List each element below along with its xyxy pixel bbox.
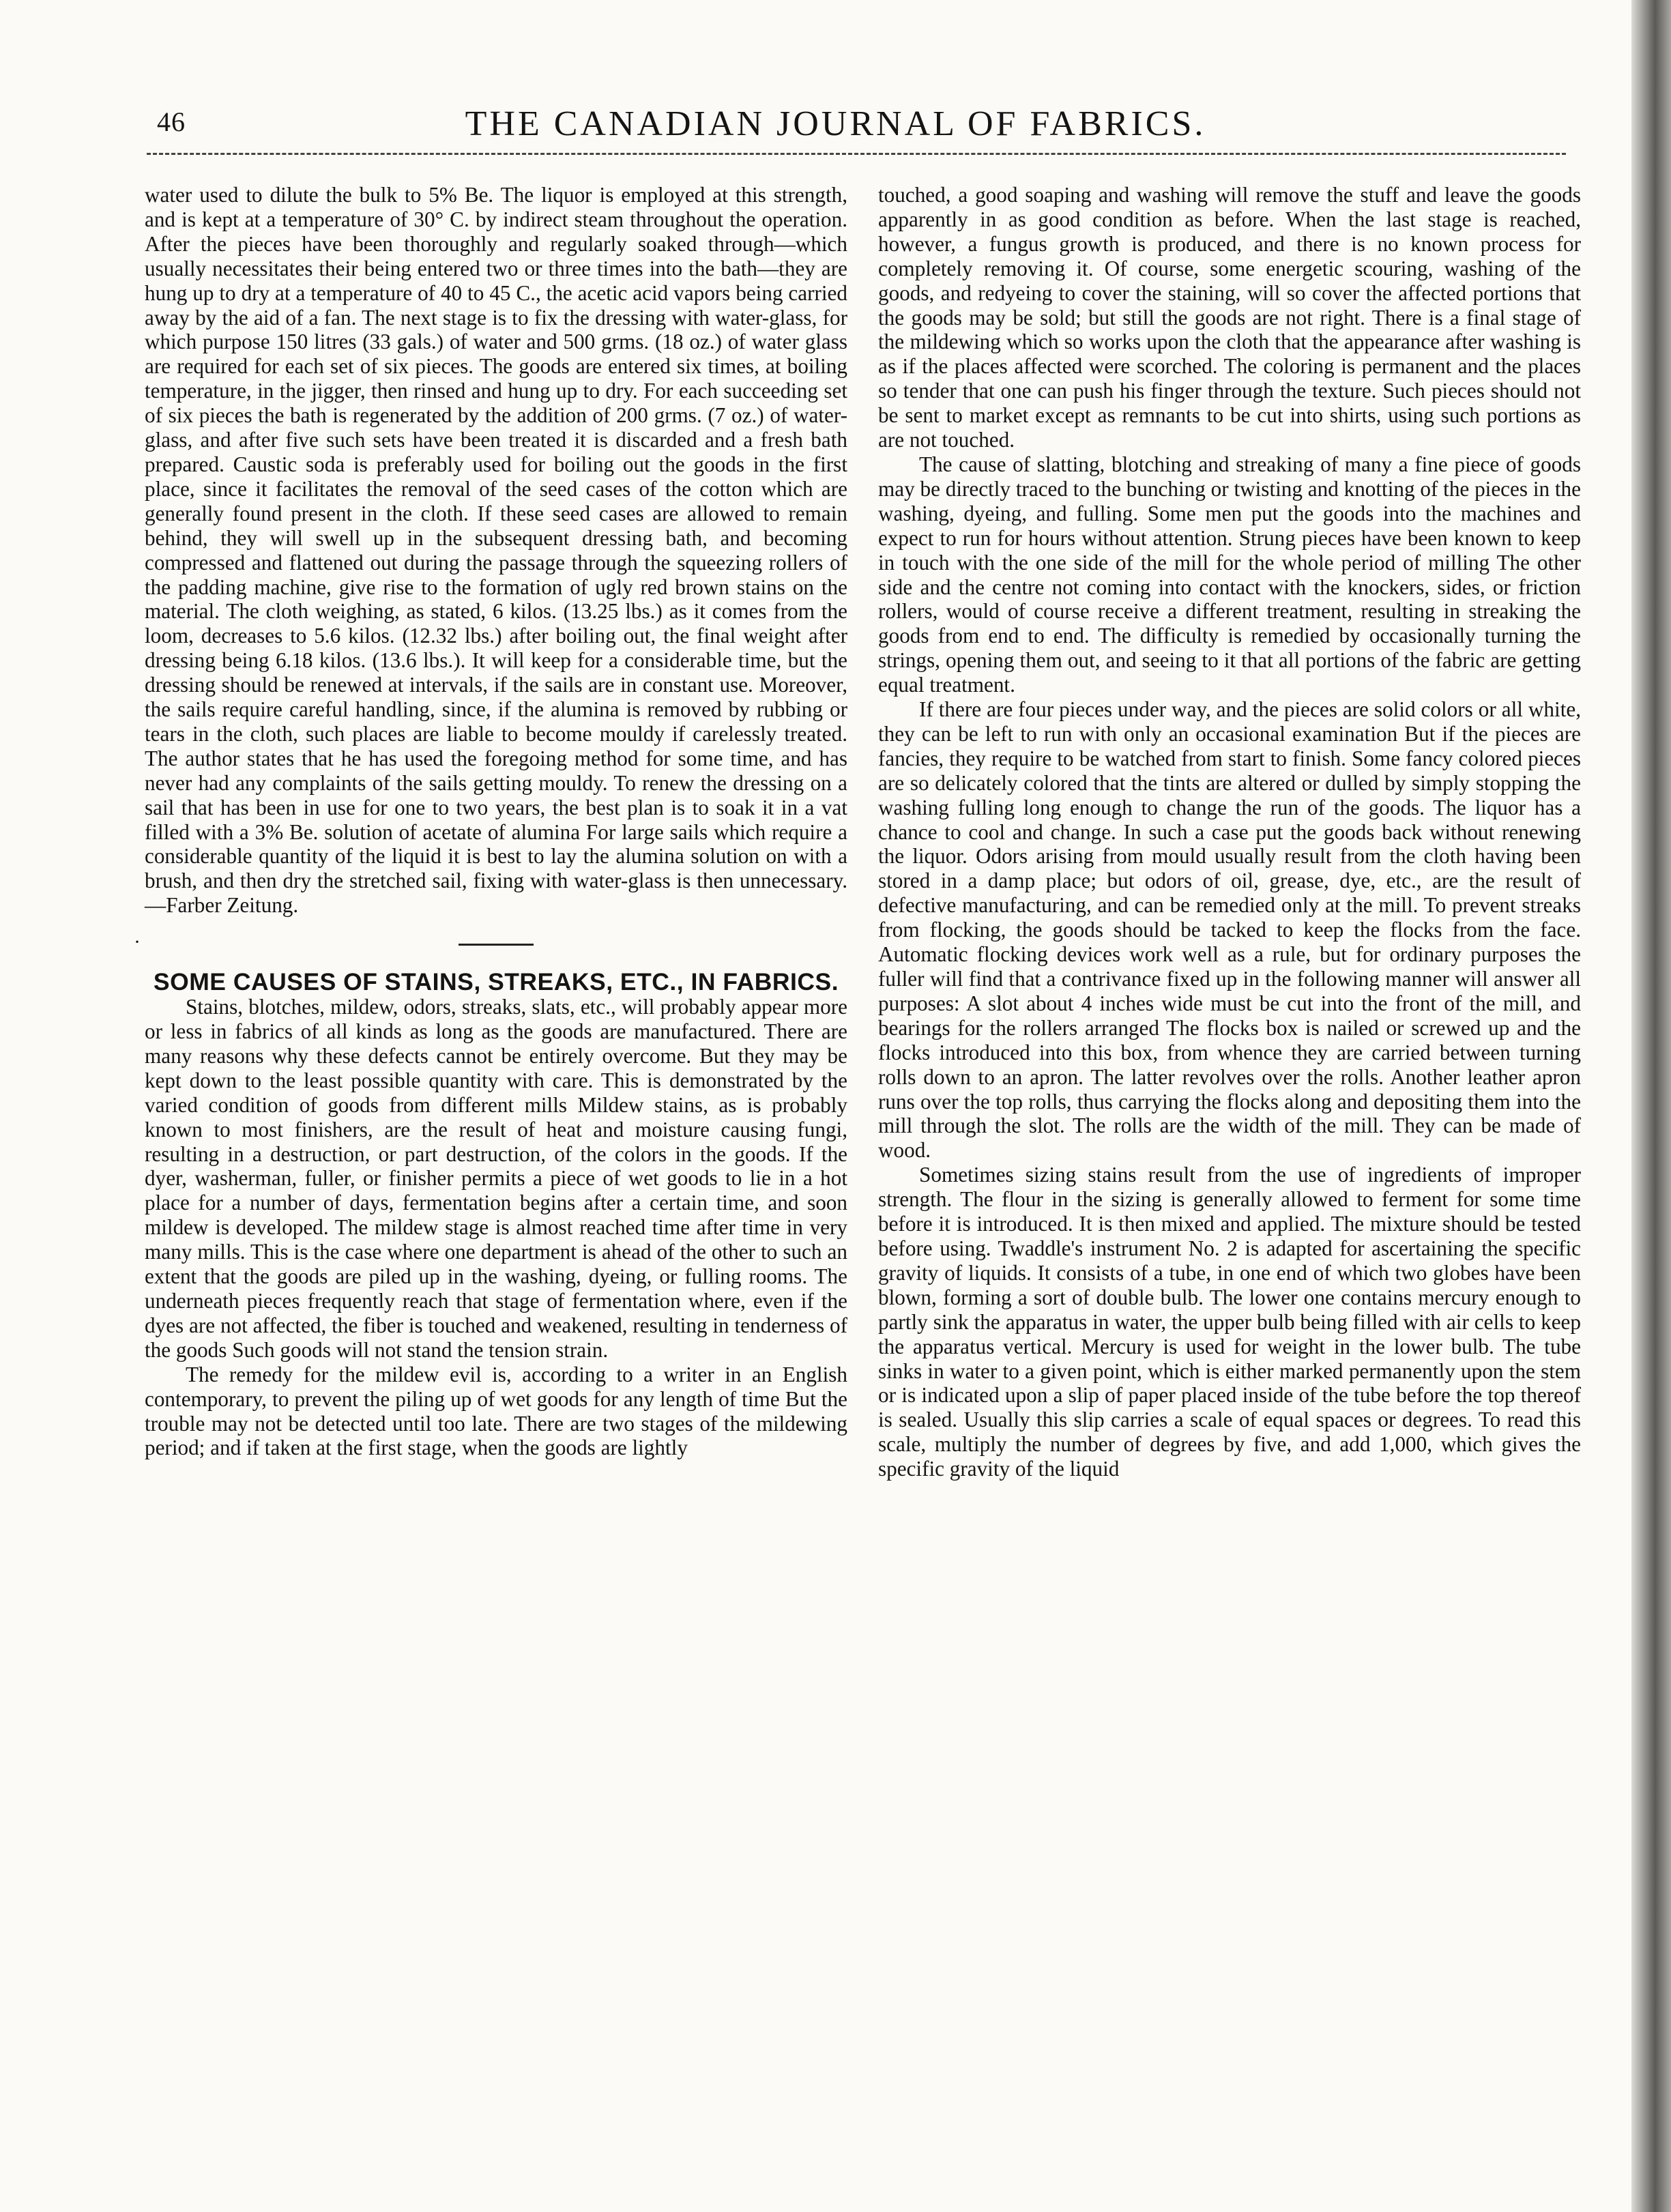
- page-title: THE CANADIAN JOURNAL OF FABRICS.: [465, 104, 1206, 143]
- gutter-mark: ·: [134, 931, 141, 953]
- paragraph: If there are four pieces under way, and the pieces are solid colors or all white, they can be left to run with only an occasional examination But if the pieces are fancies, they require to be watched from start to finish. Some fancy colored pieces are so delicately colored that the tints are altered or dulled by simply stopping the washing fulling long enough to change the run of the goods. The liquor has a chance to cool and change. In such a case put the goods back without renewing the liquor. Odors arising from mould usually result from the cloth having been stored in a damp place; but odors of oil, grease, dye, etc., are the result of defective manufacturing, and can be remedied only at the mill. To prevent streaks from flocking, the goods should be tacked to keep the flocks from the face. Automatic flocking devices work well as a rule, but for ordinary purposes the fuller will find that a contrivance fixed up in the following manner will answer all purposes: A slot about 4 inches wide must be cut into the front of the mill, and bearings for the rollers arranged The flocks box is nailed or screwed up and the flocks introduced into this box, from whence they are carried between turning rolls down to an apron. The latter revolves over the rolls. Another leather apron runs over the top rolls, thus carrying the flocks along and depositing them into the mill through the slot. The rolls are the width of the mill. They can be made of wood.: [878, 697, 1581, 1163]
- section-heading: SOME CAUSES OF STAINS, STREAKS, ETC., IN FABRICS.: [153, 968, 839, 996]
- paragraph: touched, a good soaping and washing will remove the stuff and leave the goods apparently in as good condition as before. When the last stage is reached, however, a fungus growth is produced, and there is no known process for completely removing it. Of course, some energetic scouring, washing of the goods, and redyeing to cover the staining, will so cover the affected portions that the goods may be sold; but still the goods are not right. There is a final stage of the mildewing which so works upon the cloth that the appearance after washing is as if the places affected were scorched. The coloring is permanent and the places so tender that one can push his finger through the texture. Such pieces should not be sent to market except as remnants to be cut into shirts, using such portions as are not touched.: [878, 183, 1581, 452]
- paragraph: The remedy for the mildew evil is, according to a writer in an English contemporary, to prevent the piling up of wet goods for any length of time But the trouble may not be detected until too late. There are two stages of the mildewing period; and if taken at the first stage, when the goods are lightly: [145, 1362, 847, 1460]
- header-rule: [147, 153, 1566, 155]
- section-divider: [459, 944, 534, 946]
- paragraph: Sometimes sizing stains result from the use of ingredients of improper strength. The flour in the sizing is generally allowed to ferment for some time before it is introduced. It is then mixed and applied. The mixture should be tested before using. Twaddle's instrument No. 2 is adapted for ascertaining the specific gravity of liquids. It consists of a tube, in one end of which two globes have been blown, forming a sort of double bulb. The lower one contains mercury enough to partly sink the apparatus in water, the upper bulb being filled with air cells to keep the apparatus vertical. Mercury is used for weight in the lower bulb. The tube sinks in water to a given point, which is either marked permanently upon the stem or is indicated upon a slip of paper placed inside of the tube before the top thereof is sealed. Usually this slip carries a scale of equal spaces or degrees. To read this scale, multiply the number of degrees by five, and add 1,000, which gives the specific gravity of the liquid: [878, 1163, 1581, 1481]
- scan-edge: [1631, 0, 1671, 2212]
- paragraph: water used to dilute the bulk to 5% Be. The liquor is employed at this strength, and is kept at a temperature of 30° C. by indirect steam throughout the operation. After the pieces have been thoroughly and regularly soaked through—which usually necessitates their being entered two or three times into the bath—they are hung up to dry at a temperature of 40 to 45 C., the acetic acid vapors being carried away by the aid of a fan. The next stage is to fix the dressing with water-glass, for which purpose 150 litres (33 gals.) of water and 500 grms. (18 oz.) of water glass are required for each set of six pieces. The goods are entered six times, at boiling temperature, in the jigger, then rinsed and hung up to dry. For each succeeding set of six pieces the bath is regenerated by the addition of 200 grms. (7 oz.) of water-glass, and after five such sets have been treated it is discarded and a fresh bath prepared. Caustic soda is preferably used for boiling out the goods in the first place, since it facilitates the removal of the seed cases of the cotton which are generally found present in the cloth. If these seed cases are allowed to remain behind, they will swell up in the subsequent dressing bath, and becoming compressed and flattened out during the passage through the squeezing rollers of the padding machine, give rise to the formation of ugly red brown stains on the material. The cloth weighing, as stated, 6 kilos. (13.25 lbs.) as it comes from the loom, decreases to 5.6 kilos. (12.32 lbs.) after boiling out, the final weight after dressing being 6.18 kilos. (13.6 lbs.). It will keep for a considerable time, but the dressing should be renewed at intervals, if the sails are in constant use. Moreover, the sails require careful handling, since, if the alumina is removed by rubbing or tears in the cloth, such places are liable to become mouldy if carelessly treated. The author states that he has used the foregoing method for some time, and has never had any complaints of the sails getting mouldy. To renew the dressing on a sail that has been in use for one to two years, the best plan is to soak it in a vat filled with a 3% Be. solution of acetate of alumina For large sails which require a considerable quantity of the liquid it is best to lay the alumina solution on with a brush, and then dry the stretched sail, fixing with water-glass is then unnecessary.—Farber Zeitung.: [145, 183, 847, 918]
- paragraph: The cause of slatting, blotching and streaking of many a fine piece of goods may be directly traced to the bunching or twisting and knotting of the pieces in the washing, dyeing, and fulling. Some men put the goods into the machines and expect to run for hours without attention. Strung pieces have been known to keep in touch with the one side of the mill for the whole period of milling The other side and the centre not coming into contact with the knockers, sides, or friction rollers, would of course receive a different treatment, resulting in streaking the goods from end to end. The difficulty is remedied by occasionally turning the strings, opening them out, and seeing to it that all portions of the fabric are getting equal treatment.: [878, 452, 1581, 697]
- left-column: [145, 183, 847, 1460]
- right-column: [878, 183, 1581, 1481]
- paragraph: Stains, blotches, mildew, odors, streaks, slats, etc., will probably appear more or less in fabrics of all kinds as long as the goods are manufactured. There are many reasons why these defects cannot be entirely overcome. But they may be kept down to the least possible quantity with care. This is demonstrated by the varied condition of goods from different mills Mildew stains, as is probably known to most finishers, are the result of heat and moisture causing fungi, resulting in a destruction, or part destruction, of the colors in the goods. If the dyer, washerman, fuller, or finisher permits a piece of wet goods to lie in a hot place for a number of days, fermentation begins after a certain time, and soon mildew is developed. The mildew stage is almost reached time after time in very many mills. This is the case where one department is ahead of the other to such an extent that the goods are piled up in the washing, dyeing, or fulling rooms. The underneath pieces frequently reach that stage of fermentation where, even if the dyes are not affected, the fiber is touched and weakened, resulting in tenderness of the goods Such goods will not stand the tension strain.: [145, 995, 847, 1362]
- page-number: 46: [157, 106, 186, 137]
